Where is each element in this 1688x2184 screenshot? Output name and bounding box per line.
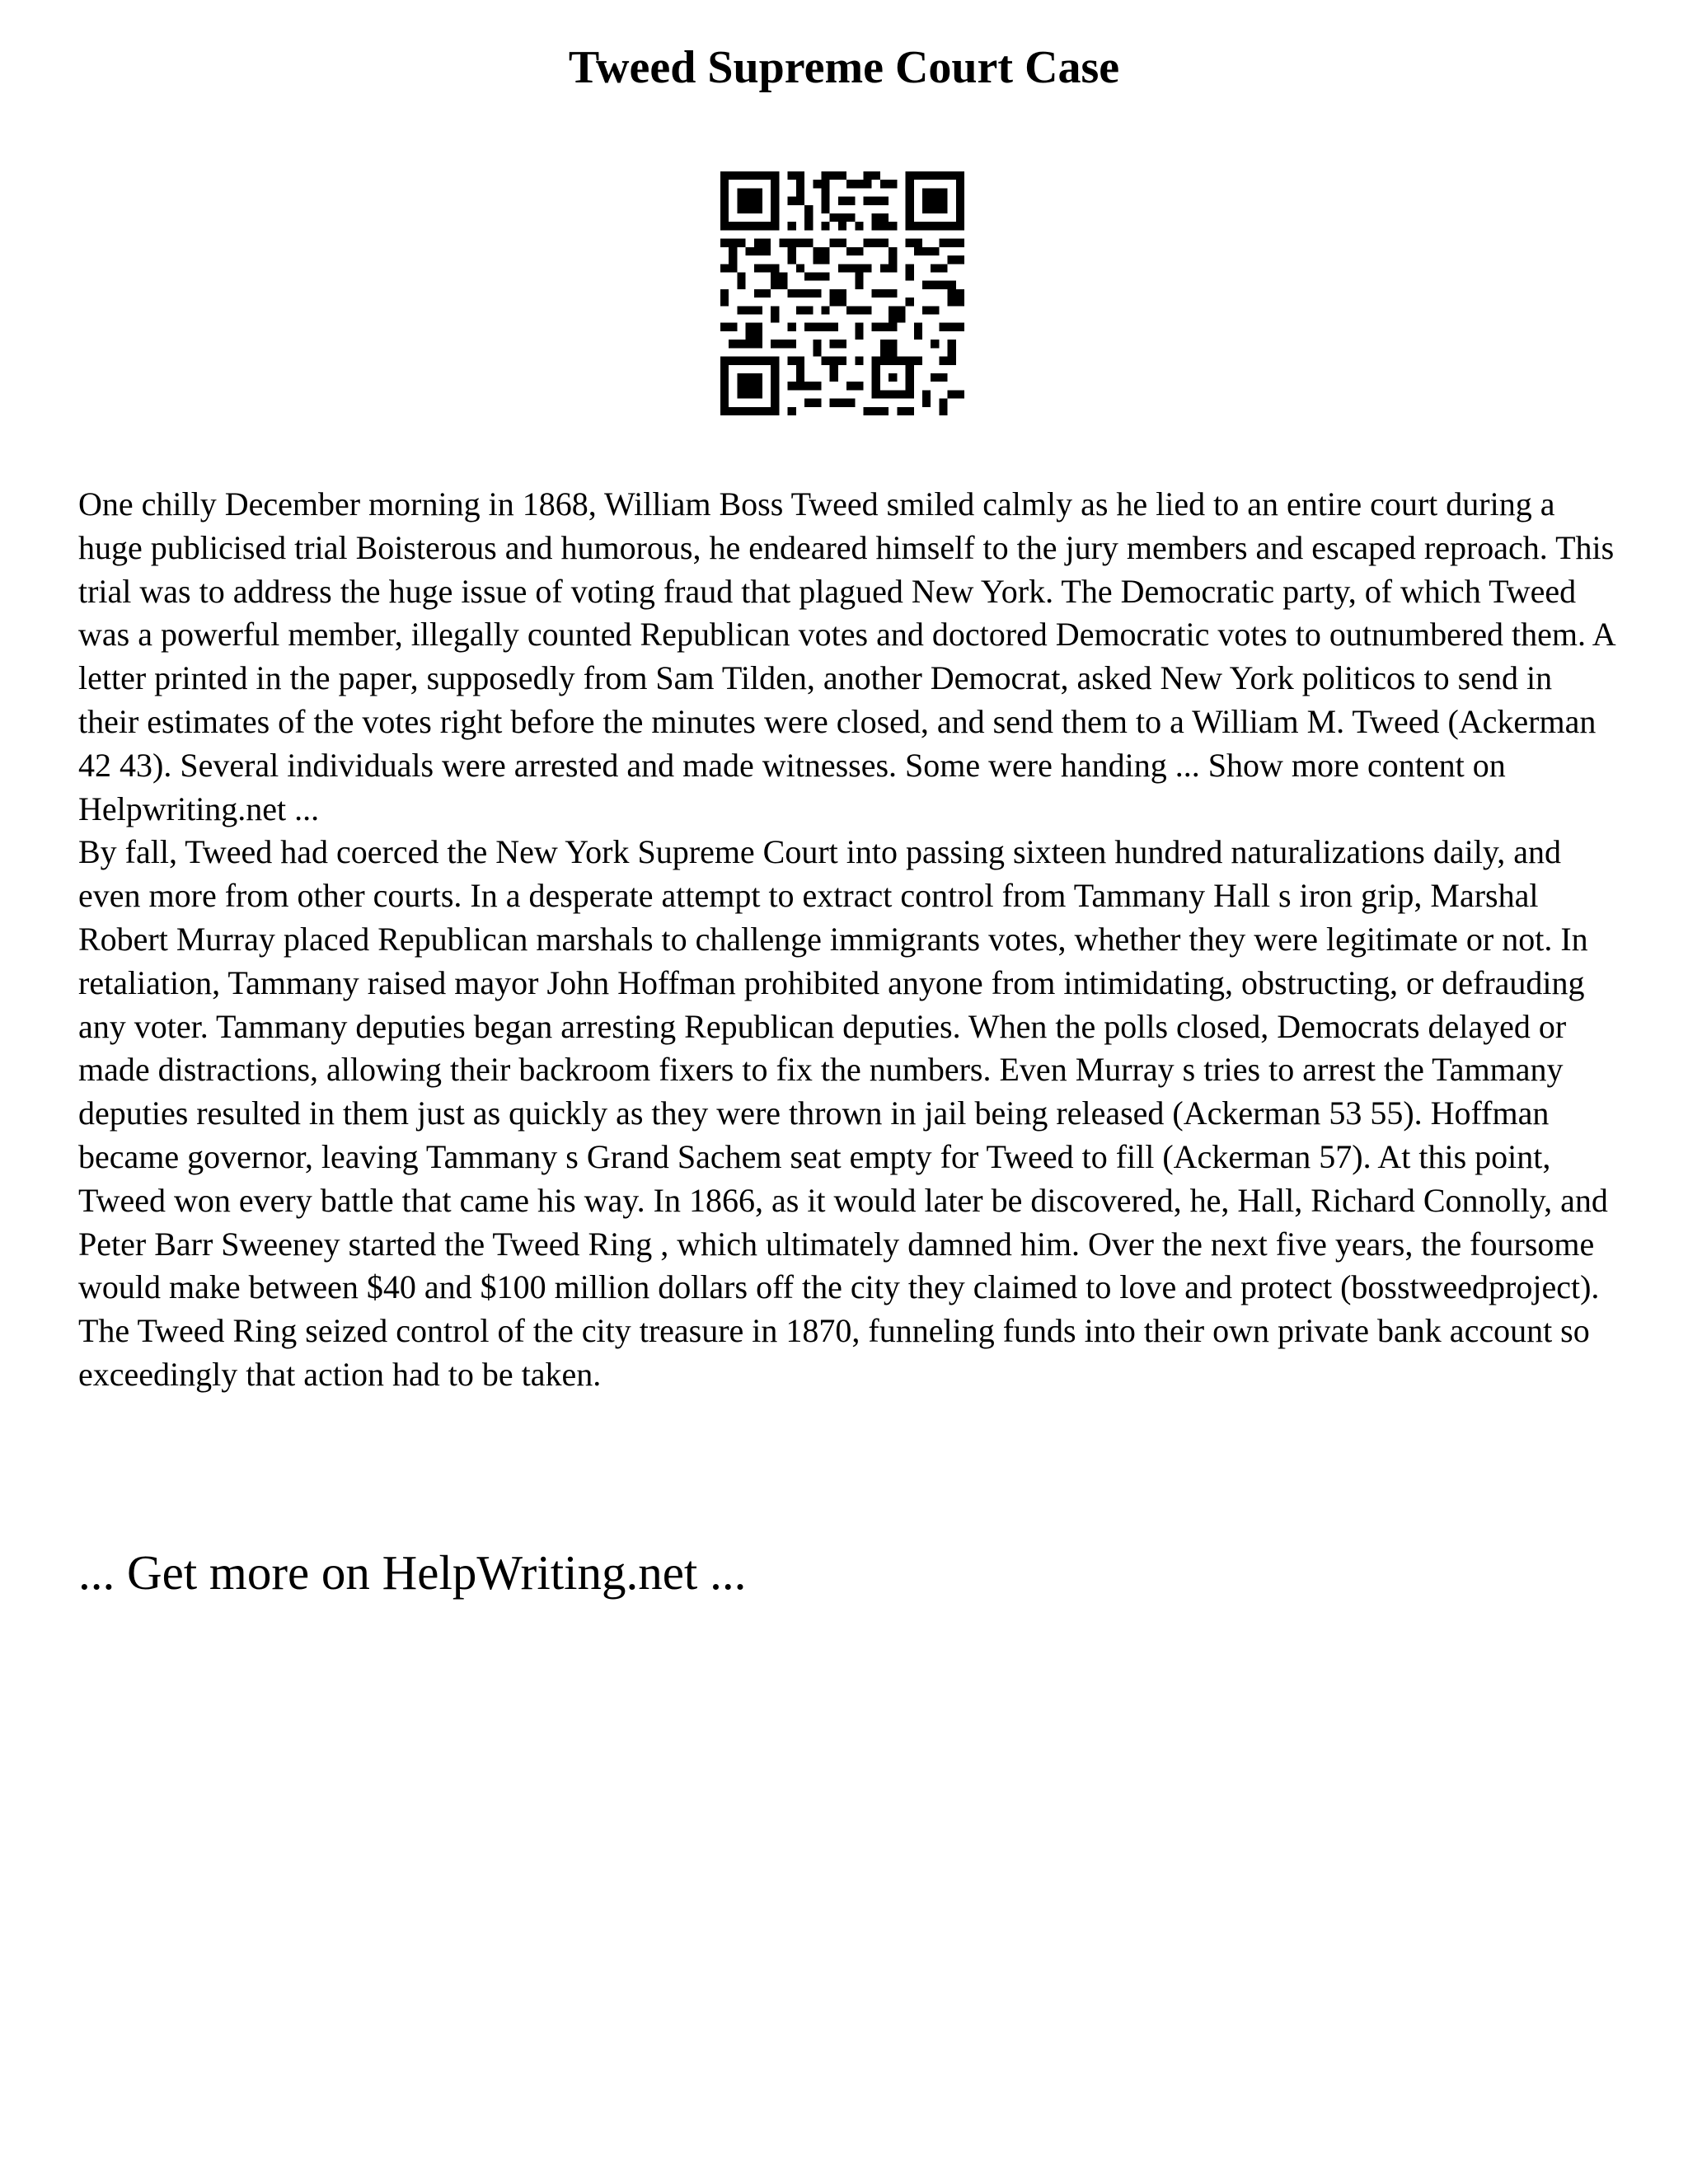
qr-code-icon xyxy=(720,171,964,415)
get-more-link[interactable]: ... Get more on HelpWriting.net ... xyxy=(78,1545,747,1600)
document-body xyxy=(78,483,1620,1397)
document-title: Tweed Supreme Court Case xyxy=(568,42,1120,93)
body-paragraph-1: One chilly December morning in 1868, William Boss Tweed smiled calmly as he lied to an entire court during a huge publicised trial Boisterous and humorous, he endeared himself to the jury members and escaped reproach. This trial was to address the huge issue of voting fraud that plagued New York. The Democratic party, of which Tweed was a powerful member, illegally counted Republican votes and doctored Democratic votes to outnumbered them. A letter printed in the paper, supposedly from Sam Tilden, another Democrat, asked New York politicos to send in their estimates of the votes right before the minutes were closed, and send them to a William M. Tweed (Ackerman 42 43). Several individuals were arrested and made witnesses. Some were handing ... Show more content on Helpwriting.net ... xyxy=(78,485,1615,827)
body-paragraph-2: By fall, Tweed had coerced the New York Supreme Court into passing sixteen hundred naturalizations daily, and even more from other courts. In a desperate attempt to extract control from Tammany Hall s iron grip, Marshal Robert Murray placed Republican marshals to challenge immigrants votes, whether they were legitimate or not. In retaliation, Tammany raised mayor John Hoffman prohibited anyone from intimidating, obstructing, or defrauding any voter. Tammany deputies began arresting Republican deputies. When the polls closed, Democrats delayed or made distractions, allowing their backroom fixers to fix the numbers. Even Murray s tries to arrest the Tammany deputies resulted in them just as quickly as they were thrown in jail being released (Ackerman 53 55). Hoffman became governor, leaving Tammany s Grand Sachem seat empty for Tweed to fill (Ackerman 57). At this point, Tweed won every battle that came his way. In 1866, as it would later be discovered, he, Hall, Richard Connolly, and Peter Barr Sweeney started the Tweed Ring , which ultimately damned him. Over the next five years, the foursome would make between $40 and $100 million dollars off the city they claimed to love and protect (bosstweedproject). The Tweed Ring seized control of the city treasure in 1870, funneling funds into their own private bank account so exceedingly that action had to be taken. xyxy=(78,833,1608,1393)
